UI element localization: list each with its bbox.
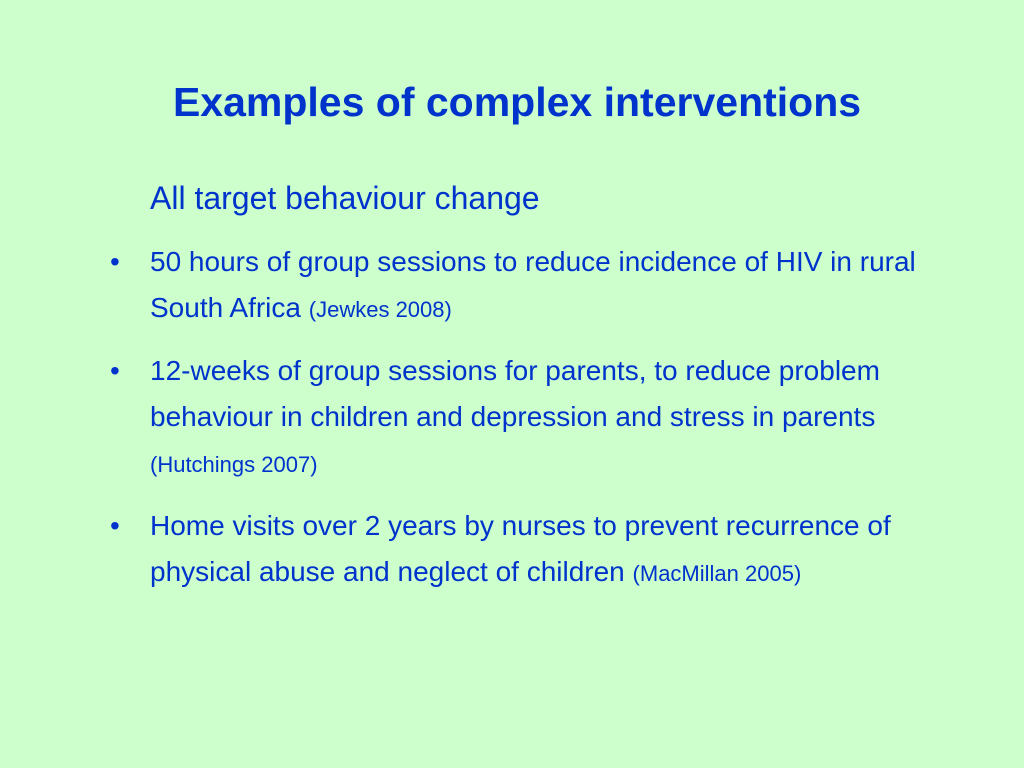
bullet-icon: • xyxy=(110,355,120,386)
intro-text: All target behaviour change xyxy=(150,180,540,216)
citation: (Hutchings 2007) xyxy=(150,452,318,477)
bullet-item xyxy=(110,503,950,597)
citation: (Jewkes 2008) xyxy=(308,297,452,322)
bullet-text: Home visits over 2 years by nurses to prevent recurrence of physical abuse and neglect of children xyxy=(150,510,891,587)
bullet-item xyxy=(110,239,950,333)
bullet-item xyxy=(110,348,950,488)
bullet-list xyxy=(110,239,950,612)
bullet-text: 12-weeks of group sessions for parents, to reduce problem behaviour in children and depression and stress in parents xyxy=(150,355,880,432)
citation: (MacMillan 2005) xyxy=(632,561,802,586)
bullet-icon: • xyxy=(110,246,120,277)
bullet-text: 50 hours of group sessions to reduce incidence of HIV in rural South Africa xyxy=(150,246,916,323)
bullet-icon: • xyxy=(110,510,120,541)
slide-title: Examples of complex interventions xyxy=(172,79,862,125)
